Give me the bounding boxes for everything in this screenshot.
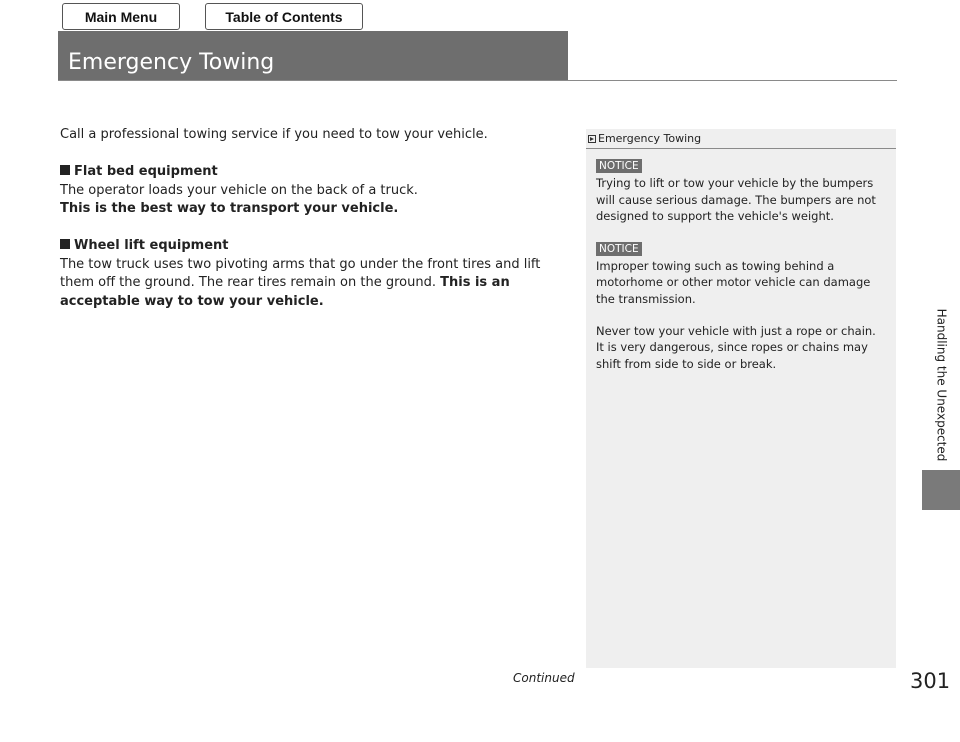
- wheel-lift-body: The tow truck uses two pivoting arms that go under the front tires and lift them off the ground. The rear tires remain on the ground.: [60, 256, 541, 290]
- main-menu-button[interactable]: Main Menu: [62, 3, 180, 30]
- flat-bed-heading: [60, 163, 575, 182]
- wheel-lift-text: [60, 256, 575, 312]
- title-divider: [58, 80, 897, 81]
- main-content: [60, 126, 575, 311]
- sidebar-header: [586, 129, 896, 149]
- notice-text: Improper towing such as towing behind a motorhome or other motor vehicle can damage the transmission.: [596, 259, 871, 306]
- flat-bed-text: The operator loads your vehicle on the back of a truck.: [60, 182, 418, 198]
- square-bullet-icon: [60, 165, 70, 175]
- wheel-lift-heading-text: Wheel lift equipment: [74, 238, 229, 253]
- reference-arrow-icon: [588, 135, 596, 143]
- wheel-lift-heading: [60, 237, 575, 256]
- notice-badge: NOTICE: [596, 159, 642, 173]
- page-title-text: Emergency Towing: [68, 50, 275, 75]
- section-tab-label: Handling the Unexpected: [934, 308, 948, 462]
- sidebar-header-text: Emergency Towing: [598, 132, 702, 145]
- section-tab-marker: [922, 470, 960, 510]
- continued-label: Continued: [513, 671, 575, 685]
- sidebar-notes: [586, 129, 896, 668]
- warning-text: It is very dangerous, since ropes or chains may shift from side to side or break.: [596, 340, 868, 371]
- wheel-lift-bold: This is an acceptable way to tow your vehicle.: [60, 275, 510, 309]
- section-tab: [922, 300, 960, 470]
- intro-text: Call a professional towing service if you need to tow your vehicle.: [60, 127, 488, 142]
- page-number: 301: [910, 669, 951, 693]
- notice-badge: NOTICE: [596, 242, 642, 256]
- flat-bed-heading-text: Flat bed equipment: [74, 164, 218, 179]
- notice-text: Trying to lift or tow your vehicle by the bumpers will cause serious damage. The bumpers are not designed to support the vehicle's weight.: [596, 176, 876, 223]
- page-title: [58, 31, 568, 80]
- square-bullet-icon: [60, 239, 70, 249]
- warning-text: Never tow your vehicle with just a rope or chain.: [596, 324, 876, 339]
- flat-bed-bold: This is the best way to transport your vehicle.: [60, 201, 399, 216]
- table-of-contents-button[interactable]: Table of Contents: [205, 3, 363, 30]
